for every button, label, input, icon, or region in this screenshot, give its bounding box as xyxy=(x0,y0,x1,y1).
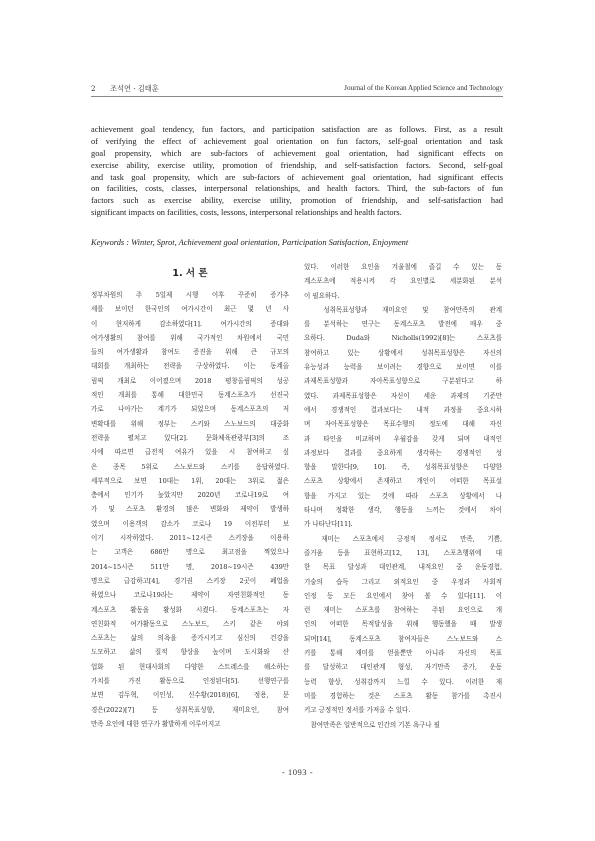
left-column xyxy=(91,260,289,731)
body-text-line: 이기 시작하였다. 2011~12시즌 스키장을 이용하 xyxy=(91,534,289,543)
abstract-line: on facilities, costs, classes, interpersonal relationships, and health factors. Third, the sub-factors of fun xyxy=(91,184,503,194)
body-text-line: 명으로 급감하고[4], 경기권 스키장 2곳이 폐업을 xyxy=(91,576,289,585)
right-column-body xyxy=(304,260,502,732)
body-text-line: 층에서 인기가 높았지만 2020년 코로나19로 여 xyxy=(91,491,289,500)
body-text-line: 과제목표성향과 자아목표성향으로 구분된다고 하 xyxy=(304,377,502,386)
abstract-line: significant impacts on facilities, costs, lessons, interpersonal relationships and health factors. xyxy=(91,208,402,218)
keywords: Keywords : Winter, Sprot, Achievement goal orientation, Participation Satisfaction, Enjoyment xyxy=(91,238,409,247)
body-text-line: 스포츠는 삶의 의욕을 증가시키고 심신의 건강을 xyxy=(91,634,289,643)
body-text-line: 세를 보이던 한국인의 여가시간이 최근 몇 년 사 xyxy=(91,305,289,314)
body-text-line: 되며[14], 동계스포츠 참여자들은 스노보드와 스 xyxy=(304,634,502,643)
abstract-line: exercise ability, exercise utility, promotion of friendship, and self-satisfaction factors. Second, self-goal xyxy=(91,160,503,170)
body-text-line: 여가생활의 참여를 위해 국가적인 차원에서 국민 xyxy=(91,333,289,342)
page-number-footer: - 1093 - xyxy=(281,767,314,777)
body-text-line: 계스포츠에 적용시켜 각 요인별로 세분화된 분석 xyxy=(304,277,502,286)
header-rule xyxy=(91,96,503,97)
body-text-line: 인의 어떠한 목적달성을 위해 행동했을 때 발생 xyxy=(304,620,502,629)
body-text-line: 성취목표성향과 재미요인 및 참여만족의 관계 xyxy=(304,305,502,314)
running-header-journal: Journal of the Korean Applied Science and Technology xyxy=(344,84,503,92)
body-text-line: 에서 경쟁적인 결과보다는 내적 과정을 중요시하 xyxy=(304,405,502,414)
running-header-left xyxy=(91,84,159,94)
body-text-line: 업화 된 현대사회의 다양한 스트레스를 해소하는 xyxy=(91,662,289,671)
body-text-line: 한 목표 달성과 대인관계, 내적요인 중 운동경험, xyxy=(304,563,502,572)
header-page-number: 2 xyxy=(91,84,96,93)
body-text-line: 키를 통해 재미를 얻을뿐만 아니라 자신의 목표 xyxy=(304,649,502,658)
body-text-line: 였으며 이용객의 감소가 코로나 19 이전부터 보 xyxy=(91,519,289,528)
body-text-line: 들의 여가생활과 참여도 증진을 위해 큰 규모의 xyxy=(91,348,289,357)
body-text-line: 런 재미는 스포츠를 참여하는 주된 요인으로 개 xyxy=(304,606,502,615)
abstract-line: of verifying the effect of achievement goal orientation on fun factors, self-goal orientation and task xyxy=(91,136,503,146)
body-text-line: 즐거움 등을 표현하고[12, 13], 스포츠행위에 대 xyxy=(304,548,502,557)
body-text-line: 를 달성하고 대인관계 형성, 자기만족 증가, 운동 xyxy=(304,663,502,672)
body-text-line: 가 나타난다[11]. xyxy=(304,520,353,529)
body-text-line: 였다. 과제목표성향은 자신이 세운 과제의 기준만 xyxy=(304,391,502,400)
body-text-line: 사에 따르면 급전적 여유가 있을 시 참여하고 싶 xyxy=(91,448,289,457)
body-text-line: 과정보다 결과를 중요하게 생각하는 경쟁적인 성 xyxy=(304,448,502,457)
body-text-line: 유능성과 능력을 보이려는 경향으로 보이면 이를 xyxy=(304,363,502,372)
body-text-line: 능력 향상, 성취감까지 느낄 수 있다. 이러한 재 xyxy=(304,677,502,686)
body-text-line: 림픽 개최로 이어졌으며 2018 평창올림픽의 성공 xyxy=(91,376,289,385)
body-text-line: 며 자아목표성향은 목표수행의 정도에 대해 자신 xyxy=(304,420,502,429)
body-text-line: 2014~15시즌 511만 명, 2018~19시즌 439만 xyxy=(91,562,289,571)
body-text-line: 타나며 정확한 생각, 행동을 느끼는 것에서 차이 xyxy=(304,506,502,515)
body-text-line: 향을 말한다[9, 10]. 즉, 성취목표성향은 다양한 xyxy=(304,463,502,472)
body-text-line: 과 타인을 비교하며 우월감을 갖게 되며 내적인 xyxy=(304,434,502,443)
body-text-line: 은 종목 5위로 스노보드와 스키를 응답하였다. xyxy=(91,462,289,471)
body-text-line: 향을 가지고 있는 것에 따라 스포츠 상황에서 나 xyxy=(304,491,502,500)
right-column xyxy=(304,260,502,732)
body-text-line: 가치를 가진 활동으로 인정된다[5]. 선행연구를 xyxy=(91,677,289,686)
body-text-line: 재미는 스포츠에서 긍정적 정서로 만족, 기쁨, xyxy=(304,534,502,543)
body-text-line: 이 현저하게 감소하였다[1]. 여가시간의 증대와 xyxy=(91,319,289,328)
body-text-line: 이 필요하다. xyxy=(304,291,340,300)
body-text-line: 기술의 습득 그리고 외적요인 중 우정과 사회적 xyxy=(304,577,502,586)
body-text-line: 정부차원의 주 5일제 시행 이후 꾸준히 증가추 xyxy=(91,291,289,299)
body-text-line: 요하다. Duda와 Nicholls(1992)[8]는 스포츠를 xyxy=(304,334,502,343)
body-text-line: 인정 등 모든 요인에서 찾아 볼 수 있다[11]. 이 xyxy=(304,591,502,600)
body-text-line: 도모하고 삶의 질적 향상을 높이며 도시화와 산 xyxy=(91,648,289,657)
body-text-line: 참여만족은 일반적으로 인간의 기본 욕구나 필 xyxy=(304,720,440,729)
body-text-line: 가로 나아가는 계기가 되었으며 동계스포츠의 저 xyxy=(91,405,289,414)
body-text-line: 경은(2022)[7] 등 성취목표성향, 재미요인, 참여 xyxy=(91,705,289,714)
body-text-line: 를 분석하는 연구는 동계스포츠 발전에 매우 중 xyxy=(304,320,502,329)
abstract-text xyxy=(91,124,503,219)
body-text-line: 대회를 개최하는 전략을 구상하였다. 이는 동계올 xyxy=(91,362,289,371)
body-text-line: 변확대를 위해 정부는 스키와 스노보드의 대중화 xyxy=(91,419,289,428)
body-text-line: 세부적으로 보면 10대는 1위, 20대는 3위로 젊은 xyxy=(91,476,289,485)
abstract-line: and task goal propensity, which are sub-factors of achievement goal orientation, had significant effects xyxy=(91,172,503,182)
body-text-line: 가 및 스포츠 환경의 많은 변화와 제약이 발생하 xyxy=(91,505,289,514)
abstract-line: factors such as exercise ability, exercise utility, promotion of friendship, and self-satisfaction had xyxy=(91,196,503,206)
section-title: 1. 서 론 xyxy=(172,268,208,279)
body-text-line: 연친화적 여가활동으로 스노보드, 스키 같은 야외 xyxy=(91,619,289,628)
body-text-line: 는 고객은 686만 명으로 최고점을 찍었으나 xyxy=(91,548,289,557)
body-text-line: 미를 경험하는 것은 스포츠 활동 참가를 촉진시 xyxy=(304,691,502,700)
header-authors: 조석연 · 김태훈 xyxy=(110,84,159,93)
body-text-line: 계스포츠 활동을 활성화 시켰다. 동계스포츠는 자 xyxy=(91,605,289,614)
body-text-line: 스포츠 상황에서 존재하고 개인이 어떠한 목표설 xyxy=(304,477,502,486)
body-text-line: 적인 개최를 통해 대한민국 동계스포츠가 선진국 xyxy=(91,391,289,400)
body-text-line: 하였으나 코로나19라는 제약이 자연친화적인 동 xyxy=(91,591,289,600)
abstract-line: goal propensity, which are sub-factors of achievement goal orientation, had significant effects on xyxy=(91,148,503,158)
body-text-line: 있다. 이러한 요인을 겨울철에 즐길 수 있는 동 xyxy=(304,263,502,271)
left-column-body xyxy=(91,288,289,731)
body-text-line: 보면 김두혁, 이인성, 신수황(2018)[6], 정용, 문 xyxy=(91,691,289,700)
body-text-line: 전략을 펼치고 있다[2]. 문화체육관광부[3]의 조 xyxy=(91,433,289,442)
body-text-line: 키고 긍정적인 정서를 가져올 수 있다. xyxy=(304,706,411,715)
body-text-line: 만족 요인에 대한 연구가 활발하게 이루어지고 xyxy=(91,719,221,728)
abstract-line: achievement goal tendency, fun factors, and participation satisfaction are as follows. First, as a result xyxy=(91,125,503,134)
body-text-line: 참여하고 있는 상황에서 성취목표성향은 자신의 xyxy=(304,348,502,357)
